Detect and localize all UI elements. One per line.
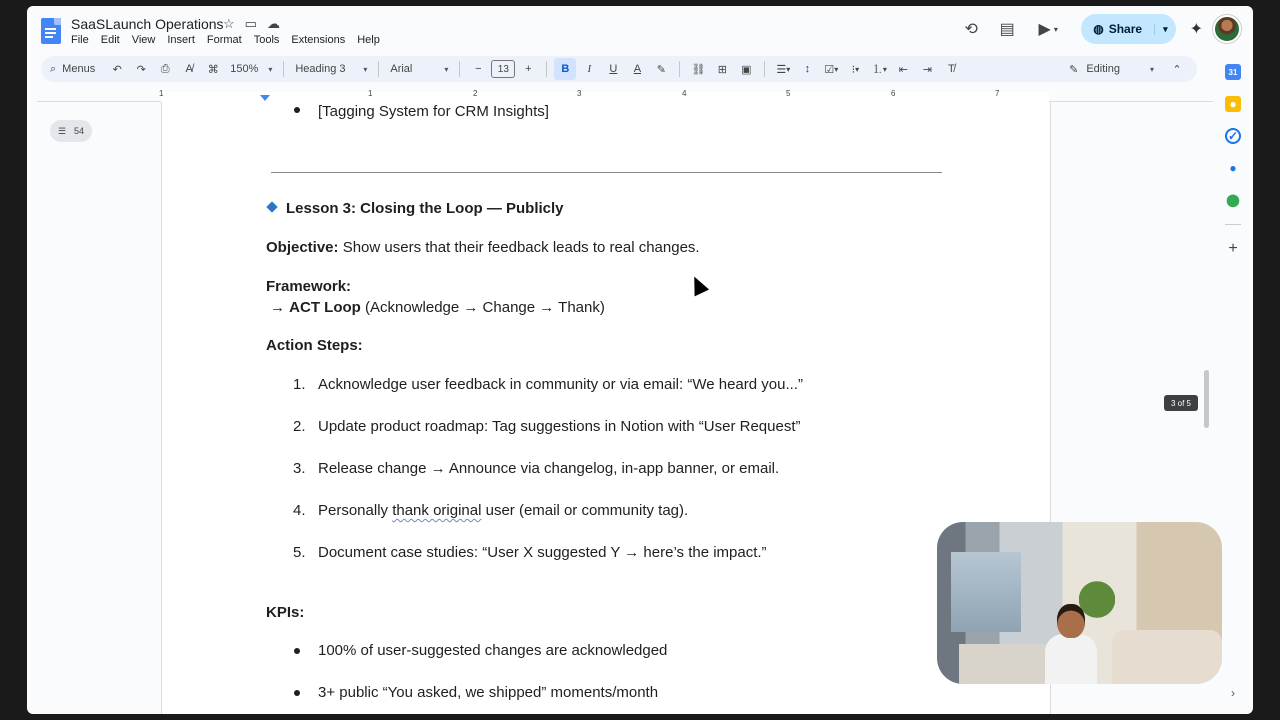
step-number: 1. <box>293 376 306 393</box>
ruler-number: 6 <box>891 89 896 98</box>
zoom-value: 150% <box>230 63 259 75</box>
lesson-heading-text: Lesson 3: Closing the Loop — Publicly <box>286 200 564 217</box>
text-color-icon[interactable]: A <box>633 63 642 75</box>
title-bar <box>27 6 1253 56</box>
chevron-down-icon: ▾ <box>1149 64 1154 74</box>
numbered-list-icon[interactable]: ⒈ ▾ <box>871 64 887 76</box>
print-icon[interactable]: ⎙ <box>160 62 170 75</box>
bulleted-list-icon[interactable]: ⁝ ▾ <box>851 63 860 76</box>
step-text-post: user (email or community tag). <box>481 502 689 519</box>
ruler-number: 2 <box>473 89 478 98</box>
step-text: Update product roadmap: Tag suggestions in Notion with “User Request” <box>318 418 801 435</box>
framework-detail: (Acknowledge → Change → Thank) <box>360 299 605 316</box>
menu-edit[interactable]: Edit <box>100 34 120 46</box>
document-page[interactable] <box>161 102 1051 714</box>
menus-search-label: Menus <box>62 63 96 75</box>
menu-bar <box>71 34 380 46</box>
step-text: Acknowledge user feedback in community or via email: “We heard you...” <box>318 376 803 393</box>
kpi-text: 3+ public “You asked, we shipped” moments/month <box>318 684 659 701</box>
framework-arrow: → <box>270 299 290 316</box>
zoom-select[interactable] <box>226 58 276 80</box>
webcam-window <box>951 552 1021 632</box>
menu-help[interactable]: Help <box>357 34 380 46</box>
step-number: 2. <box>293 418 306 435</box>
chevron-right-icon[interactable]: › <box>1231 686 1235 700</box>
search-icon: ⌕ <box>50 62 57 75</box>
side-panel-divider <box>1225 224 1241 225</box>
step-number: 5. <box>293 544 306 561</box>
style-select[interactable] <box>291 58 371 80</box>
highlight-icon[interactable]: ✎ <box>656 63 666 76</box>
decrease-indent-icon[interactable]: ⇤ <box>898 63 908 76</box>
decrease-font-size-icon[interactable]: − <box>475 63 482 75</box>
webcam-overlay <box>937 522 1222 684</box>
step-number: 4. <box>293 502 306 519</box>
underline-icon[interactable]: U <box>609 63 618 75</box>
formatting-toolbar <box>41 56 1197 82</box>
editing-mode-value: Editing <box>1086 63 1120 75</box>
ruler-number: 5 <box>786 89 791 98</box>
increase-font-size-icon[interactable]: + <box>525 63 532 75</box>
italic-icon[interactable]: I <box>587 63 592 75</box>
style-value: Heading 3 <box>295 63 346 75</box>
bullet <box>294 690 300 696</box>
checklist-icon[interactable]: ☑ ▾ <box>824 63 839 76</box>
document-title[interactable]: SaaSLaunch Operations <box>71 16 224 32</box>
menu-extensions[interactable]: Extensions <box>291 34 346 46</box>
ruler-number: 1 <box>159 89 164 98</box>
editing-mode-select[interactable] <box>1059 58 1164 80</box>
share-label: Share <box>1108 22 1143 36</box>
diamond-icon <box>266 201 277 212</box>
ruler <box>37 86 1213 102</box>
add-addon-icon[interactable]: + <box>1228 240 1238 257</box>
toolbar-divider <box>459 61 460 77</box>
history-icon[interactable]: ⟲ <box>964 21 978 38</box>
step-number: 3. <box>293 460 306 477</box>
share-button[interactable] <box>1081 14 1175 44</box>
undo-icon[interactable]: ↶ <box>112 63 122 76</box>
kpi-text: 100% of user-suggested changes are acknowledged <box>318 642 668 659</box>
folder-move-icon[interactable]: ▭ <box>244 16 257 31</box>
menu-view[interactable]: View <box>131 34 156 46</box>
contacts-icon[interactable]: ● <box>1229 161 1237 175</box>
star-icon[interactable]: ☆ <box>223 16 235 31</box>
toolbar-divider <box>546 61 547 77</box>
toolbar-divider <box>283 61 284 77</box>
increase-indent-icon[interactable]: ⇥ <box>922 63 932 76</box>
gemini-icon[interactable]: ✦ <box>1189 21 1203 38</box>
ruler-number: 4 <box>682 89 687 98</box>
outline-icon: ☰ <box>57 125 67 136</box>
title-bar-actions <box>957 14 1253 44</box>
toolbar-divider <box>764 61 765 77</box>
spelling-suggestion[interactable]: thank original <box>392 502 482 519</box>
docs-logo-icon[interactable] <box>41 18 61 44</box>
framework-line <box>270 299 605 316</box>
step-text-pre: Personally <box>318 502 393 519</box>
ruler-number: 7 <box>995 89 1000 98</box>
menus-search[interactable] <box>50 58 95 80</box>
horizontal-rule <box>271 172 942 173</box>
insert-image-icon[interactable]: ▣ <box>741 63 752 76</box>
indent-marker[interactable] <box>260 95 270 101</box>
menu-tools[interactable]: Tools <box>253 34 280 46</box>
paint-format-icon[interactable]: ⌘ <box>207 63 219 76</box>
collapse-toolbar-icon[interactable]: ⌃ <box>1172 63 1182 76</box>
objective-line <box>266 239 700 256</box>
lesson-heading <box>268 200 564 217</box>
line-spacing-icon[interactable]: ↕ <box>804 63 811 75</box>
pencil-icon: ✎ <box>1069 63 1079 76</box>
comment-icon[interactable]: ▤ <box>999 21 1015 38</box>
menu-insert[interactable]: Insert <box>167 34 195 46</box>
font-value: Arial <box>390 63 413 75</box>
align-icon[interactable]: ☰ ▾ <box>776 63 791 76</box>
outline-button[interactable] <box>50 120 92 142</box>
maps-icon[interactable]: ⬤ <box>1226 193 1240 207</box>
globe-icon: ◍ <box>1093 22 1104 36</box>
top-bullet-text: [Tagging System for CRM Insights] <box>318 103 549 120</box>
bold-icon[interactable]: B <box>554 58 576 80</box>
step-text: Release change → Announce via changelog, in-app banner, or email. <box>318 460 780 477</box>
kpis-label: KPIs: <box>266 604 305 621</box>
step-text: Document case studies: “User X suggested Y → here’s the impact.” <box>318 544 767 561</box>
chevron-down-icon: ▾ <box>268 64 273 74</box>
calendar-icon[interactable]: 31 <box>1225 64 1241 80</box>
bullet <box>294 107 300 113</box>
ruler-number: 1 <box>368 89 373 98</box>
framework-label: Framework: <box>266 278 352 295</box>
clear-formatting-icon[interactable]: T̸ <box>947 63 955 75</box>
title-icons <box>223 16 280 32</box>
toolbar-divider <box>679 61 680 77</box>
objective-text: Show users that their feedback leads to real changes. <box>338 239 700 256</box>
webcam-table <box>959 644 1049 684</box>
page-indicator: 3 of 5 <box>1164 395 1198 411</box>
menu-file[interactable]: File <box>71 34 89 46</box>
outline-count: 54 <box>74 126 85 136</box>
share-dropdown-icon[interactable]: ▾ <box>1154 24 1168 35</box>
webcam-sofa <box>1112 630 1222 684</box>
scrollbar-thumb[interactable] <box>1204 370 1209 428</box>
step-text <box>318 502 688 519</box>
avatar[interactable] <box>1213 15 1241 43</box>
objective-label: Objective: <box>266 239 339 256</box>
framework-name: ACT Loop <box>289 299 361 316</box>
cloud-status-icon[interactable]: ☁ <box>266 16 280 31</box>
bullet <box>294 648 300 654</box>
action-steps-label: Action Steps: <box>266 337 363 354</box>
font-select[interactable] <box>386 58 452 80</box>
spellcheck-icon[interactable]: A̸ <box>185 63 193 75</box>
ruler-number: 3 <box>577 89 582 98</box>
chevron-down-icon: ▾ <box>444 64 449 74</box>
menu-format[interactable]: Format <box>206 34 242 46</box>
chevron-down-icon: ▾ <box>363 64 368 74</box>
font-size-input[interactable]: 13 <box>491 60 515 78</box>
add-comment-icon[interactable]: ⊞ <box>717 63 727 76</box>
webcam-person <box>1045 604 1095 684</box>
redo-icon[interactable]: ↷ <box>136 63 146 76</box>
link-icon[interactable]: ⛓ <box>691 63 706 76</box>
keep-icon[interactable]: ● <box>1225 96 1241 112</box>
toolbar-divider <box>378 61 379 77</box>
video-call-icon[interactable]: ▶ ▾ <box>1038 21 1058 38</box>
tasks-icon[interactable]: ✓ <box>1225 128 1241 144</box>
